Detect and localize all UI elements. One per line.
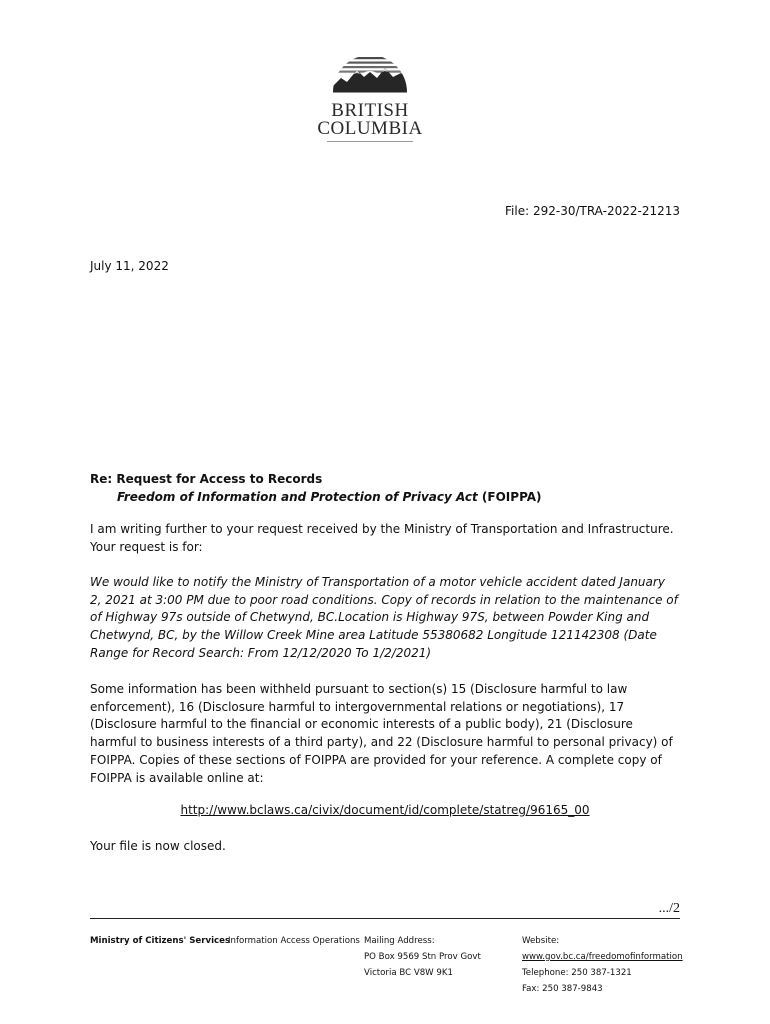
website-label: Website: xyxy=(522,936,560,946)
footer-mailing-address xyxy=(364,933,481,981)
telephone-number: Telephone: 250 387-1321 xyxy=(522,968,632,978)
subject-title: Re: Request for Access to Records xyxy=(90,472,323,486)
bc-sun-mountains-icon xyxy=(331,44,409,100)
logo-word-british: BRITISH xyxy=(331,100,409,121)
logo-underline xyxy=(327,141,413,142)
letter-date: July 11, 2022 xyxy=(90,259,169,273)
act-name: Freedom of Information and Protection of Privacy Act xyxy=(117,490,478,504)
logo-word-columbia: COLUMBIA xyxy=(317,118,423,139)
mailing-line-2: Victoria BC V8W 9K1 xyxy=(364,968,453,978)
request-text: We would like to notify the Ministry of Transportation of a motor vehicle accident dated January 2, 2021 at 3:00 PM due to poor road conditions. Copy of records in relation to the maintenance of of Highway 97s outside of Chetwynd, BC.Location is Highway 97S, between Powder King and Chetwynd, BC, by the Willow Creek Mine area Latitude 55380682 Longitude 121142308 (Date Range for Record Search: From 12/12/2020 To 1/2/2021) xyxy=(90,575,678,660)
footer-contact xyxy=(522,933,683,997)
file-reference: File: 292-30/TRA-2022-21213 xyxy=(505,204,680,218)
intro-paragraph: I am writing further to your request received by the Ministry of Transportation and Infrastructure. Your request is for: xyxy=(90,522,674,554)
website-link[interactable]: www.gov.bc.ca/freedomofinformation xyxy=(522,952,683,962)
footer-office: Information Access Operations xyxy=(228,936,360,946)
act-abbreviation: (FOIPPA) xyxy=(477,490,542,504)
subject-block xyxy=(90,470,542,506)
subject-act xyxy=(90,488,542,506)
foippa-link[interactable]: http://www.bclaws.ca/civix/document/id/complete/statreg/96165_00 xyxy=(180,803,590,817)
mailing-label: Mailing Address: xyxy=(364,936,435,946)
bc-government-logo xyxy=(312,44,428,148)
page-continuation-marker: .../2 xyxy=(658,901,680,916)
withheld-paragraph: Some information has been withheld pursuant to section(s) 15 (Disclosure harmful to law enforcement), 16 (Disclosure harmful to intergovernmental relations or negotiations), 17 (Disclosure harmful to the financial or economic interests of a public body), 21 (Disclosure harmful to business interests of a third party), and 22 (Disclosure harmful to personal privacy) of FOIPPA. Copies of these sections of FOIPPA are provided for your reference. A complete copy of FOIPPA is available online at: xyxy=(90,682,673,785)
mailing-line-1: PO Box 9569 Stn Prov Govt xyxy=(364,952,481,962)
fax-number: Fax: 250 387-9843 xyxy=(522,984,603,994)
footer-ministry: Ministry of Citizens' Services xyxy=(90,936,231,946)
closing-sentence: Your file is now closed. xyxy=(90,839,226,853)
footer-divider xyxy=(90,918,680,919)
